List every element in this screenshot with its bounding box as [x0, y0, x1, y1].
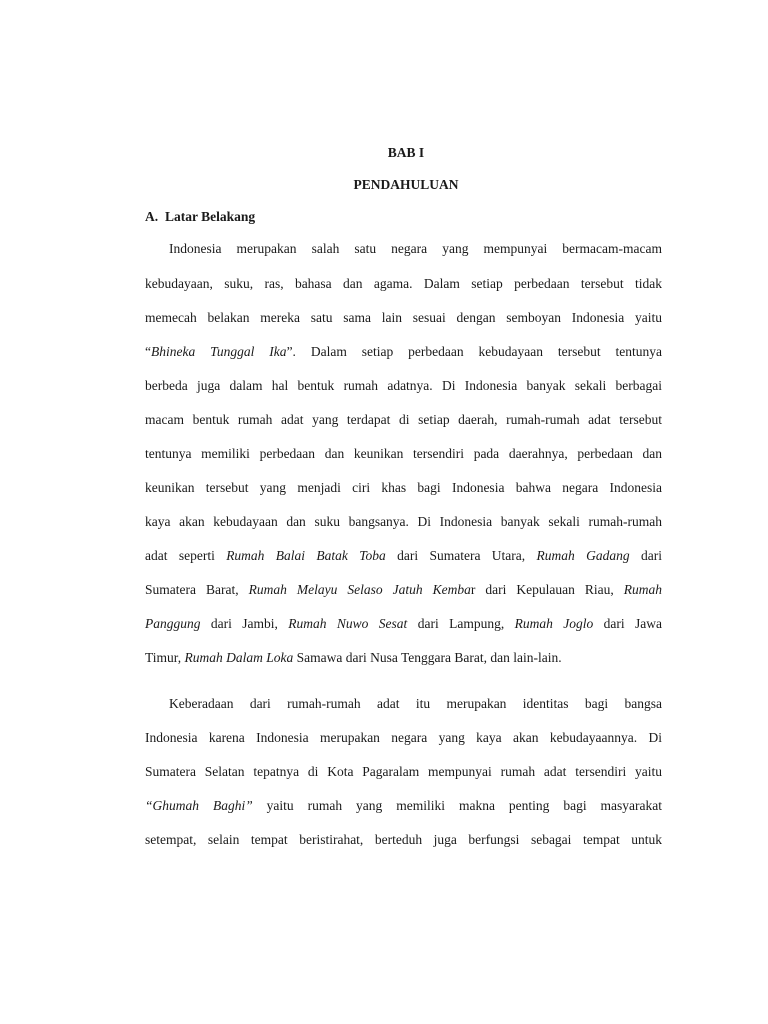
- quote-open: “: [145, 344, 151, 359]
- text-segment: Sumatera Barat,: [145, 582, 249, 597]
- house-name: “Ghumah Baghi”: [145, 798, 253, 813]
- text-line: Keberadaan dari rumah-rumah adat itu merupakan identitas bagi bangsa: [169, 696, 662, 711]
- house-name: Rumah Melayu Selaso Jatuh Kemba: [248, 582, 471, 597]
- text-line: setempat, selain tempat beristirahat, berteduh juga berfungsi sebagai tempat untuk: [145, 832, 662, 847]
- text-segment: dari Sumatera Utara,: [385, 548, 537, 563]
- text-segment: adat seperti: [145, 548, 227, 563]
- text-segment: dari Jawa: [593, 616, 662, 631]
- text-line: [145, 344, 662, 360]
- motto: Bhineka Tunggal Ika: [151, 344, 287, 359]
- house-name: Rumah: [623, 582, 662, 597]
- chapter-title: PENDAHULUAN: [353, 177, 459, 192]
- text-line: keunikan tersebut yang menjadi ciri khas bagi Indonesia bahwa negara Indonesia: [145, 480, 662, 495]
- text-segment: yaitu rumah yang memiliki makna penting bagi masyarakat: [252, 798, 662, 813]
- house-name: Panggung: [145, 616, 201, 631]
- house-name: Rumah Gadang: [536, 548, 630, 563]
- text-line: berbeda juga dalam hal bentuk rumah adatnya. Di Indonesia banyak sekali berbagai: [145, 378, 662, 393]
- house-name: Rumah Nuwo Sesat: [288, 616, 408, 631]
- text-segment: dari Jambi,: [200, 616, 289, 631]
- text-segment: Samawa dari Nusa Tenggara Barat, dan lain-lain.: [293, 650, 562, 665]
- text-segment: ”. Dalam setiap perbedaan kebudayaan tersebut tentunya: [286, 344, 663, 359]
- text-line: Indonesia karena Indonesia merupakan negara yang kaya akan kebudayaannya. Di: [145, 730, 662, 745]
- text-line: [145, 650, 662, 666]
- text-segment: dari Lampung,: [407, 616, 515, 631]
- text-line: macam bentuk rumah adat yang terdapat di setiap daerah, rumah-rumah adat tersebut: [145, 412, 662, 427]
- text-line: tentunya memiliki perbedaan dan keunikan tersendiri pada daerahnya, perbedaan dan: [145, 446, 662, 461]
- house-name: Rumah Dalam Loka: [184, 650, 294, 665]
- text-segment: r dari Kepulauan Riau,: [470, 582, 624, 597]
- text-line: kaya akan kebudayaan dan suku bangsanya. Di Indonesia banyak sekali rumah-rumah: [145, 514, 662, 529]
- text-segment: dari: [629, 548, 662, 563]
- text-line: [145, 582, 662, 598]
- text-line: Sumatera Selatan tepatnya di Kota Pagaralam mempunyai rumah adat tersendiri yaitu: [145, 764, 662, 779]
- section-title: Latar Belakang: [165, 209, 256, 224]
- text-line: [145, 616, 662, 632]
- house-name: Rumah Joglo: [514, 616, 594, 631]
- section-number: A.: [145, 209, 159, 224]
- text-line: Indonesia merupakan salah satu negara yang mempunyai bermacam-macam: [169, 241, 662, 256]
- text-line: memecah belakan mereka satu sama lain sesuai dengan semboyan Indonesia yaitu: [145, 310, 662, 325]
- house-name: Rumah Balai Batak Toba: [226, 548, 386, 563]
- section-heading: [145, 209, 255, 225]
- text-line: [145, 548, 662, 564]
- text-line: [145, 798, 662, 814]
- text-segment: Timur,: [145, 650, 185, 665]
- chapter-number: BAB I: [387, 145, 425, 160]
- text-line: kebudayaan, suku, ras, bahasa dan agama. Dalam setiap perbedaan tersebut tidak: [145, 276, 662, 291]
